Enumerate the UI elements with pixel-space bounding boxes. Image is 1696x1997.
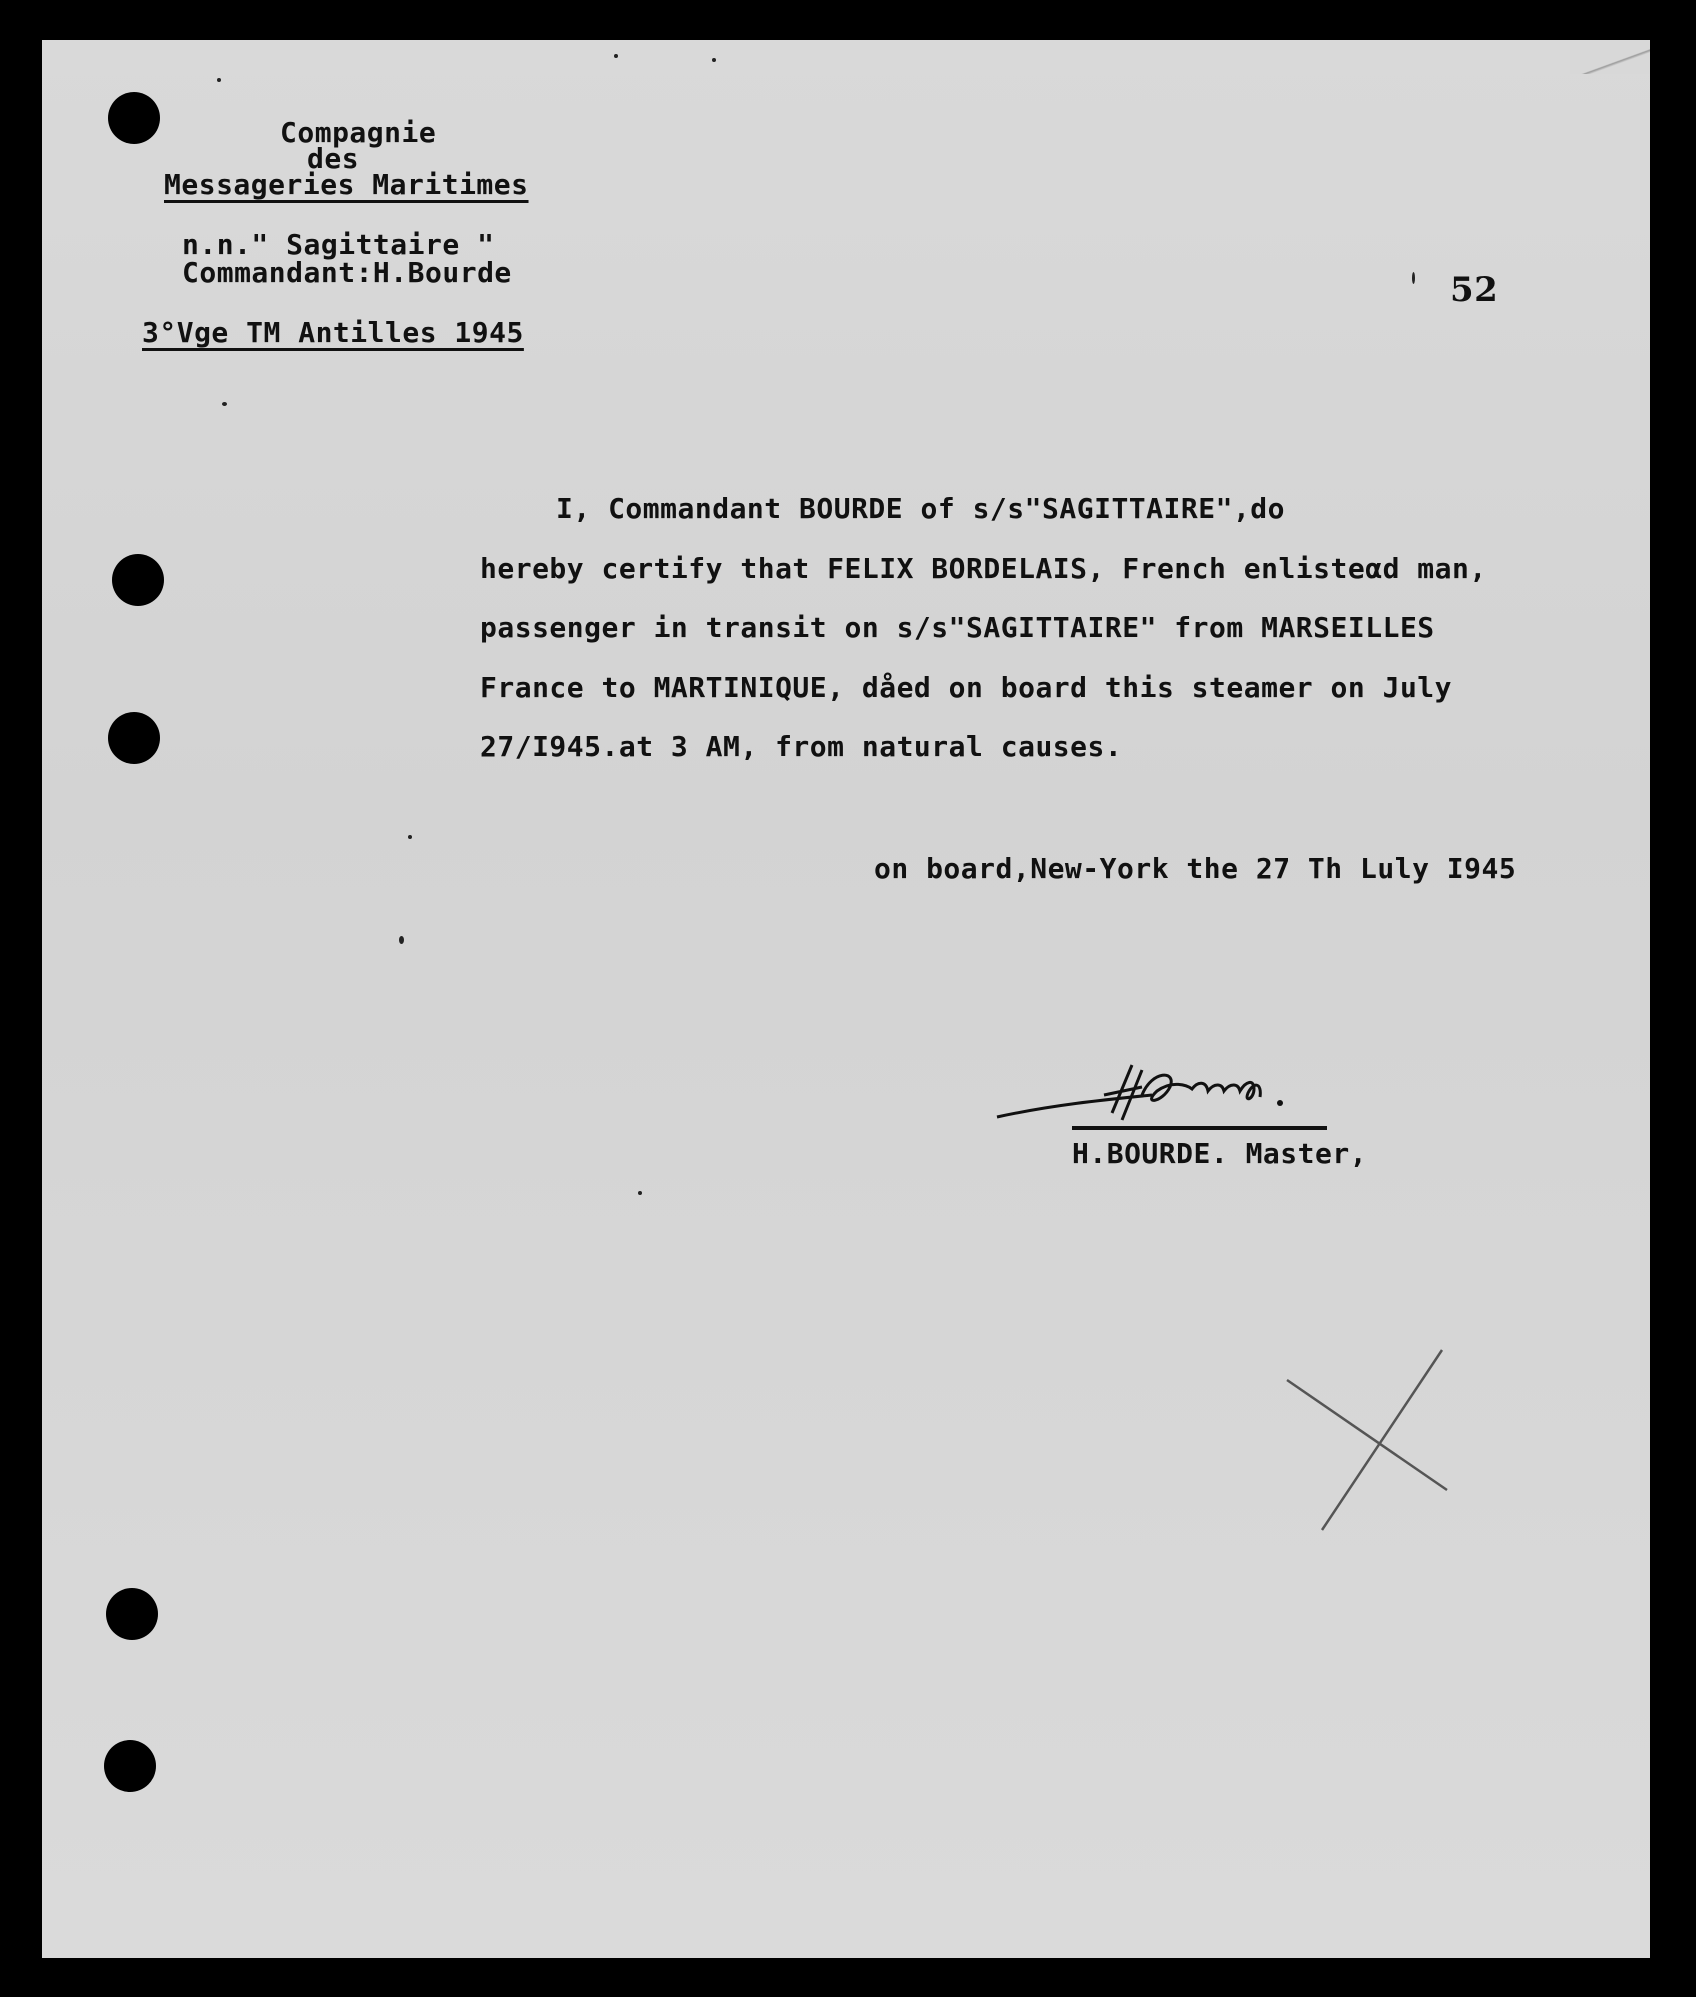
pencil-cross-mark bbox=[1282, 1340, 1462, 1540]
punch-hole bbox=[104, 1740, 156, 1792]
faded-stamp-top bbox=[562, 240, 1082, 440]
body-line-2: hereby certify that FELIX BORDELAIS, French enlisteαd man, bbox=[480, 552, 1487, 585]
company-line-2: des bbox=[307, 142, 360, 175]
speck bbox=[712, 58, 716, 62]
body-line-5: 27/I945.at 3 AM, from natural causes. bbox=[480, 730, 1123, 763]
punch-hole bbox=[108, 712, 160, 764]
punch-hole bbox=[108, 92, 160, 144]
page-crease bbox=[1570, 40, 1650, 74]
speck bbox=[222, 402, 227, 406]
body-line-1: I, Commandant BOURDE of s/s"SAGITTAIRE",do bbox=[556, 492, 1286, 525]
speck bbox=[408, 835, 412, 839]
page-number: 52 bbox=[1450, 270, 1499, 310]
speck bbox=[399, 936, 404, 944]
signatory-name: H.BOURDE. Master, bbox=[1072, 1137, 1368, 1170]
voyage-reference: 3°Vge TM Antilles 1945 bbox=[142, 316, 524, 349]
punch-hole bbox=[112, 554, 164, 606]
commander-name: Commandant:H.Bourde bbox=[182, 256, 512, 289]
speck bbox=[1412, 272, 1415, 284]
faded-stamp-bottom bbox=[722, 1600, 1342, 1820]
body-line-3: passenger in transit on s/s"SAGITTAIRE" from MARSEILLES bbox=[480, 611, 1435, 644]
speck bbox=[638, 1191, 642, 1195]
place-date: on board,New-York the 27 Th Luly I945 bbox=[874, 852, 1517, 885]
speck bbox=[614, 54, 618, 58]
ship-name: n.n." Sagittaire " bbox=[182, 228, 495, 261]
company-line-1: Compagnie bbox=[280, 116, 437, 149]
punch-hole bbox=[106, 1588, 158, 1640]
body-line-4: France to MARTINIQUE, dåed on board this steamer on July bbox=[480, 671, 1453, 704]
document-page bbox=[42, 40, 1650, 1958]
company-line-3: Messageries Maritimes bbox=[164, 168, 529, 201]
speck bbox=[217, 78, 221, 82]
signature bbox=[992, 1025, 1372, 1145]
